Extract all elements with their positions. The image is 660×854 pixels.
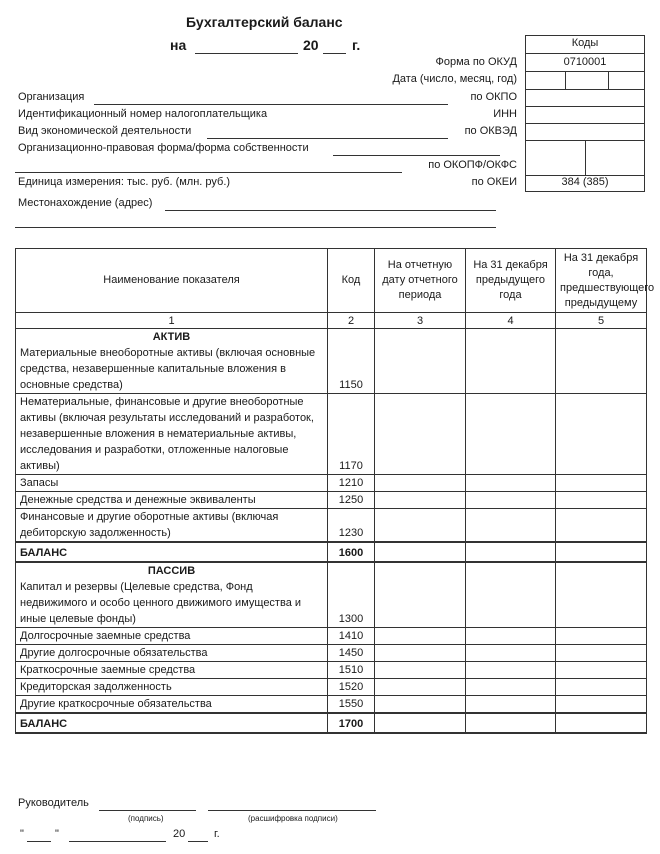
header-code: Код xyxy=(328,249,375,313)
value-cell[interactable] xyxy=(466,509,556,543)
value-cell[interactable] xyxy=(556,713,647,733)
value-cell[interactable] xyxy=(375,713,466,733)
row-name: Капитал и резервы (Целевые средства, Фонд недвижимого и особо ценного движимого имущества и иные целевые фонды) xyxy=(20,581,302,625)
value-cell[interactable] xyxy=(375,475,466,492)
table-header-row xyxy=(16,249,647,313)
row-code: 1450 xyxy=(328,645,375,662)
value-cell[interactable] xyxy=(375,509,466,543)
value-cell[interactable] xyxy=(466,492,556,509)
row-code: 1150 xyxy=(328,329,375,394)
row-name: Запасы xyxy=(16,475,328,492)
codes-title: Коды xyxy=(571,37,599,49)
value-cell[interactable] xyxy=(556,492,647,509)
okud-code-value: 0710001 xyxy=(563,56,607,68)
organization-input-line[interactable] xyxy=(94,104,448,105)
signature-hint: (подпись) xyxy=(128,814,164,823)
codes-box xyxy=(525,35,645,192)
head-label: Руководитель xyxy=(18,797,89,809)
row-name: Материальные внеоборотные активы (включая основные средства, незавершенные капитальные вложения в основные средства) xyxy=(20,347,316,391)
value-cell[interactable] xyxy=(556,662,647,679)
column-number: 3 xyxy=(375,313,466,329)
value-cell[interactable] xyxy=(466,713,556,733)
value-cell[interactable] xyxy=(375,628,466,645)
organization-label: Организация xyxy=(18,91,85,103)
balance-table xyxy=(15,248,655,734)
table-row xyxy=(16,628,647,645)
okei-code-value: 384 (385) xyxy=(561,176,609,188)
row-code: 1550 xyxy=(328,696,375,714)
okved-label: по ОКВЭД xyxy=(464,125,517,137)
value-cell[interactable] xyxy=(556,329,647,394)
quote-close: " xyxy=(55,828,59,840)
date-label: Дата (число, месяц, год) xyxy=(392,73,517,85)
location-input-line-2[interactable] xyxy=(15,227,496,228)
liability-total-row xyxy=(16,713,647,733)
table-row xyxy=(16,662,647,679)
value-cell[interactable] xyxy=(375,696,466,714)
legal-form-input-line[interactable] xyxy=(333,155,500,156)
header-name: Наименование показателя xyxy=(16,249,328,313)
row-name: Краткосрочные заемные средства xyxy=(16,662,328,679)
quote-open: " xyxy=(20,828,24,840)
table-row xyxy=(16,492,647,509)
value-cell[interactable] xyxy=(375,542,466,562)
column-number: 4 xyxy=(466,313,556,329)
row-code: 1170 xyxy=(328,394,375,475)
value-cell[interactable] xyxy=(375,562,466,628)
row-name: Кредиторская задолженность xyxy=(16,679,328,696)
row-name: Денежные средства и денежные эквиваленты xyxy=(16,492,328,509)
year-prefix: 20 xyxy=(303,37,319,53)
column-number: 1 xyxy=(16,313,328,329)
value-cell[interactable] xyxy=(375,645,466,662)
value-cell[interactable] xyxy=(466,662,556,679)
table-row xyxy=(16,329,647,394)
value-cell[interactable] xyxy=(556,645,647,662)
activity-label: Вид экономической деятельности xyxy=(18,125,192,137)
row-code: 1250 xyxy=(328,492,375,509)
value-cell[interactable] xyxy=(556,475,647,492)
location-input-line[interactable] xyxy=(165,210,496,211)
unit-label: Единица измерения: тыс. руб. (млн. руб.) xyxy=(18,176,231,188)
activity-input-line[interactable] xyxy=(207,138,448,139)
value-cell[interactable] xyxy=(466,696,556,714)
total-name: БАЛАНС xyxy=(16,542,328,562)
value-cell[interactable] xyxy=(556,679,647,696)
row-code: 1520 xyxy=(328,679,375,696)
year-suffix: г. xyxy=(352,37,361,53)
sign-year-prefix: 20 xyxy=(173,828,186,840)
legal-form-input-line-2[interactable] xyxy=(15,172,402,173)
value-cell[interactable] xyxy=(466,645,556,662)
sign-year-suffix: г. xyxy=(214,828,220,840)
row-code: 1510 xyxy=(328,662,375,679)
okei-label: по ОКЕИ xyxy=(471,176,517,188)
date-input-line[interactable] xyxy=(195,53,298,54)
header-pre-prev-year: На 31 декабря года, предшествующего предыдущему xyxy=(556,249,647,313)
year-input-line[interactable] xyxy=(323,53,346,54)
value-cell[interactable] xyxy=(556,542,647,562)
column-number-row xyxy=(16,313,647,329)
sign-year-input-line[interactable] xyxy=(188,841,208,842)
value-cell[interactable] xyxy=(556,562,647,628)
value-cell[interactable] xyxy=(375,492,466,509)
row-name: Другие краткосрочные обязательства xyxy=(16,696,328,714)
value-cell[interactable] xyxy=(466,329,556,394)
column-number: 2 xyxy=(328,313,375,329)
date-prefix: на xyxy=(170,37,187,53)
sign-month-input-line[interactable] xyxy=(69,841,166,842)
sign-day-input-line[interactable] xyxy=(27,841,51,842)
value-cell[interactable] xyxy=(556,696,647,714)
value-cell[interactable] xyxy=(466,475,556,492)
inn-description: Идентификационный номер налогоплательщика xyxy=(18,108,268,120)
total-code: 1700 xyxy=(328,713,375,733)
table-row xyxy=(16,562,647,628)
value-cell[interactable] xyxy=(556,628,647,645)
column-number: 5 xyxy=(556,313,647,329)
value-cell[interactable] xyxy=(375,329,466,394)
value-cell[interactable] xyxy=(466,394,556,475)
signature-decode-input-line[interactable] xyxy=(208,810,376,811)
row-code: 1210 xyxy=(328,475,375,492)
table-row xyxy=(16,509,647,543)
row-name: Долгосрочные заемные средства xyxy=(16,628,328,645)
row-code: 1410 xyxy=(328,628,375,645)
value-cell[interactable] xyxy=(556,509,647,543)
total-code: 1600 xyxy=(328,542,375,562)
okopf-label: по ОКОПФ/ОКФС xyxy=(428,159,517,171)
inn-label: ИНН xyxy=(493,108,517,120)
total-name: БАЛАНС xyxy=(16,713,328,733)
row-code: 1230 xyxy=(328,509,375,543)
row-name: Финансовые и другие оборотные активы (включая дебиторскую задолженность) xyxy=(16,509,328,543)
value-cell[interactable] xyxy=(466,562,556,628)
value-cell[interactable] xyxy=(466,542,556,562)
legal-form-label: Организационно-правовая форма/форма собственности xyxy=(18,142,309,154)
table-row xyxy=(16,679,647,696)
signature-decode-hint: (расшифровка подписи) xyxy=(248,814,338,823)
liability-section-title: ПАССИВ xyxy=(147,565,196,577)
row-name: Другие долгосрочные обязательства xyxy=(16,645,328,662)
header-prev-year: На 31 декабря предыдущего года xyxy=(466,249,556,313)
value-cell[interactable] xyxy=(466,628,556,645)
value-cell[interactable] xyxy=(375,662,466,679)
value-cell[interactable] xyxy=(466,679,556,696)
okud-label: Форма по ОКУД xyxy=(435,56,517,68)
page-title: Бухгалтерский баланс xyxy=(186,14,343,30)
location-label: Местонахождение (адрес) xyxy=(18,197,153,209)
table-row xyxy=(16,645,647,662)
table-row xyxy=(16,394,647,475)
header-current-date: На отчетную дату отчетного периода xyxy=(375,249,466,313)
value-cell[interactable] xyxy=(375,394,466,475)
okpo-label: по ОКПО xyxy=(470,91,517,103)
asset-section-title: АКТИВ xyxy=(152,331,191,343)
row-code: 1300 xyxy=(328,562,375,628)
value-cell[interactable] xyxy=(556,394,647,475)
value-cell[interactable] xyxy=(375,679,466,696)
signature-input-line[interactable] xyxy=(99,810,196,811)
table-row xyxy=(16,475,647,492)
row-name: Нематериальные, финансовые и другие внеоборотные активы (включая результаты исследований и разработок, незавершенные вложения в нематериальные активы, исследования и разработки, отложенные налоговые активы) xyxy=(16,394,328,475)
table-row xyxy=(16,696,647,714)
asset-total-row xyxy=(16,542,647,562)
